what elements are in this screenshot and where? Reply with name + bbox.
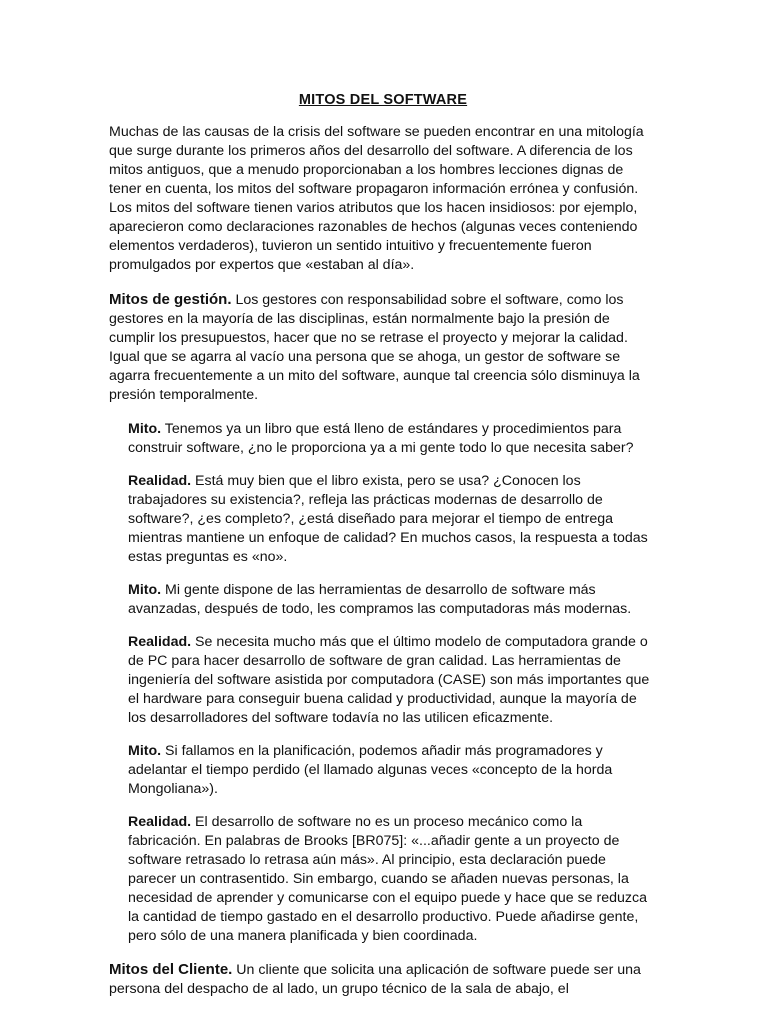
reality-text: Se necesita mucho más que el último modelo de computadora grande o de PC para hacer desarrollo de software de gran calidad. Las herramientas de ingeniería del software asistida por computadora (CASE) son más importantes que el hardware para conseguir buena calidad y productividad, aunque la mayoría de los desarrolladores del software todavía no las utilicen eficazmente. <box>128 634 650 726</box>
reality-label: Realidad. <box>128 814 192 830</box>
myth-item-2 <box>128 581 657 619</box>
reality-item-3 <box>128 813 657 946</box>
reality-text: Está muy bien que el libro exista, pero se usa? ¿Conocen los trabajadores su existencia?, refleja las prácticas modernas de desarrollo de software?, ¿es completo?, ¿está diseñado para mejorar el tiempo de entrega mientras mantiene un enfoque de calidad? En muchos casos, la respuesta a todas estas preguntas es «no». <box>128 473 648 565</box>
myth-text: Mi gente dispone de las herramientas de desarrollo de software más avanzadas, después de todo, les compramos las computadoras más modernas. <box>128 582 632 617</box>
myth-label: Mito. <box>128 421 162 437</box>
client-heading: Mitos del Cliente. <box>109 961 233 978</box>
intro-paragraph: Muchas de las causas de la crisis del software se pueden encontrar en una mitología que surge durante los primeros años del desarrollo del software. A diferencia de los mitos antiguos, que a menudo proporcionaban a los hombres lecciones dignas de tener en cuenta, los mitos del software propagaron información errónea y confusión. Los mitos del software tienen varios atributos que los hacen insidiosos: por ejemplo, aparecieron como declaraciones razonables de hechos (algunas veces conteniendo elementos verdaderos), tuvieron un sentido intuitivo y frecuentemente fueron promulgados por expertos que «estaban al día». <box>109 124 644 273</box>
document-title: MITOS DEL SOFTWARE <box>298 92 468 108</box>
reality-item-2 <box>128 633 657 728</box>
management-paragraph <box>109 290 657 405</box>
myth-label: Mito. <box>128 743 162 759</box>
myth-label: Mito. <box>128 582 162 598</box>
client-paragraph <box>109 960 657 999</box>
reality-text: El desarrollo de software no es un proceso mecánico como la fabricación. En palabras de Brooks [BR075]: «...añadir gente a un proyecto de software retrasado lo retrasa aún más». Al principio, esta declaración puede parecer un contrasentido. Sin embargo, cuando se añaden nuevas personas, la necesidad de aprender y comunicarse con el equipo puede y hace que se reduzca la cantidad de tiempo gastado en el desarrollo productivo. Puede añadirse gente, pero sólo de una manera planificada y bien coordinada. <box>128 814 647 944</box>
reality-item-1 <box>128 472 657 567</box>
client-text: Un cliente que solicita una aplicación de software puede ser una persona del despacho de al lado, un grupo técnico de la sala de abajo, el <box>109 962 641 997</box>
myth-text: Tenemos ya un libro que está lleno de estándares y procedimientos para construir software, ¿no le proporciona ya a mi gente todo lo que necesita saber? <box>128 421 634 456</box>
reality-label: Realidad. <box>128 473 192 489</box>
myth-item-1 <box>128 420 657 458</box>
management-heading: Mitos de gestión. <box>109 291 232 308</box>
reality-label: Realidad. <box>128 634 192 650</box>
myth-text: Si fallamos en la planificación, podemos añadir más programadores y adelantar el tiempo perdido (el llamado algunas veces «concepto de la horda Mongoliana»). <box>128 743 613 797</box>
management-text: Los gestores con responsabilidad sobre el software, como los gestores en la mayoría de las disciplinas, están normalmente bajo la presión de cumplir los presupuestos, hacer que no se retrase el proyecto y mejorar la calidad. Igual que se agarra al vacío una persona que se ahoga, un gestor de software se agarra frecuentemente a un mito del software, aunque tal creencia sólo disminuya la presión temporalmente. <box>109 292 640 403</box>
myth-item-3 <box>128 742 657 799</box>
document-page <box>109 91 657 1014</box>
